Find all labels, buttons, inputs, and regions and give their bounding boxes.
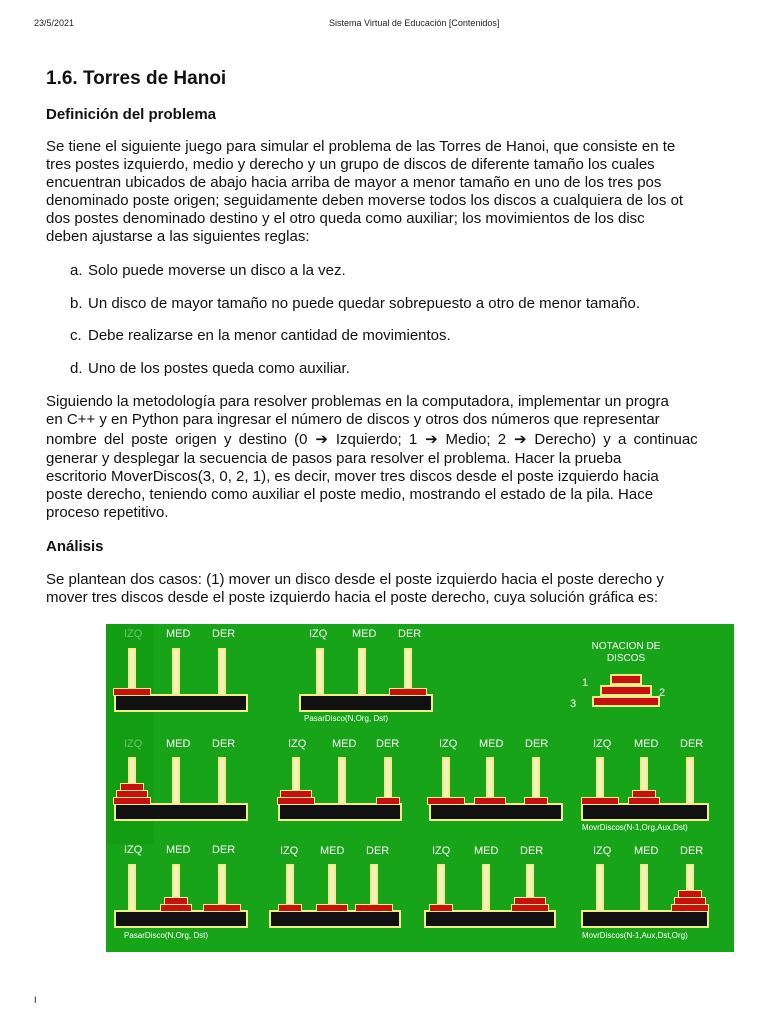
notation-disk <box>602 687 650 694</box>
paragraph-line: generar y desplegar la secuencia de pasos para resolver el problema. Hacer la prueba <box>46 450 622 467</box>
notation-title: DISCOS <box>606 653 646 664</box>
text-span: Derecho) y a continuac <box>527 431 698 448</box>
post <box>130 866 134 912</box>
disk <box>317 905 347 911</box>
post-label: IZQ <box>280 845 299 857</box>
rule-item <box>70 360 350 377</box>
rule-marker: a. <box>70 262 83 279</box>
rule-text: Uno de los postes queda como auxiliar. <box>88 360 350 377</box>
paragraph-line: deben ajustarse a las siguientes reglas: <box>46 228 310 245</box>
arrow-right-icon: ➔ <box>425 431 438 448</box>
rule-marker: c. <box>70 327 82 344</box>
disk <box>475 798 505 804</box>
heading-analisis: Análisis <box>46 538 104 555</box>
disk <box>161 905 191 911</box>
notation-number: 3 <box>570 698 577 710</box>
post-label: DER <box>212 628 236 640</box>
header-site-title: Sistema Virtual de Educación [Contenidos] <box>329 18 500 28</box>
post-label: IZQ <box>288 738 307 750</box>
base <box>583 805 707 819</box>
post <box>174 650 178 696</box>
notation-disk <box>594 698 658 705</box>
disk <box>121 784 143 790</box>
disk <box>675 898 705 904</box>
rule-item <box>70 295 640 312</box>
rule-marker: b. <box>70 295 83 312</box>
tower-set <box>581 864 709 928</box>
paragraph-line: denominado poste origen; seguidamente deben moverse todos los discos a cualquiera de los ot <box>46 192 684 209</box>
arrow-right-icon: ➔ <box>315 431 328 448</box>
notation-title: NOTACION DE <box>591 641 661 652</box>
hanoi-diagram <box>106 624 734 952</box>
disk <box>633 791 655 797</box>
base <box>116 912 246 926</box>
disk <box>204 905 240 911</box>
rule-text: Debe realizarse en la menor cantidad de movimientos. <box>88 327 451 344</box>
disk <box>525 798 547 804</box>
disk <box>512 905 548 911</box>
rule-item <box>70 262 346 279</box>
disk <box>356 905 392 911</box>
rule-text: Un disco de mayor tamaño no puede quedar sobrepuesto a otro de menor tamaño. <box>88 295 641 312</box>
figure-background <box>106 624 734 952</box>
notation-number: 1 <box>582 677 589 689</box>
post-label: DER <box>525 738 549 750</box>
post-label: MED <box>320 845 345 857</box>
figure-caption: MovrDiscos(N-1,Org,Aux,Dst) <box>582 823 688 832</box>
rule-text: Solo puede moverse un disco a la vez. <box>88 262 346 279</box>
text-span: Izquierdo; 1 <box>328 431 425 448</box>
post-label: IZQ <box>309 628 328 640</box>
paragraph-line: poste derecho, teniendo como auxiliar el poste medio, mostrando el estado de la pila. Hace <box>46 486 654 503</box>
post-label: DER <box>520 845 544 857</box>
post <box>220 650 224 696</box>
base <box>583 912 707 926</box>
disk <box>165 898 187 904</box>
tower-set <box>581 757 709 821</box>
page-title: 1.6. Torres de Hanoi <box>46 68 227 89</box>
disk <box>629 798 659 804</box>
post-label: MED <box>166 844 191 856</box>
figure-caption: MovrDiscos(N-1,Aux,Dst,Org) <box>582 931 688 940</box>
disk <box>279 905 301 911</box>
paragraph-line: Se plantean dos casos: (1) mover un disco desde el poste izquierdo hacia el poste derecho y <box>46 571 664 588</box>
base <box>280 805 400 819</box>
post-label: DER <box>680 845 704 857</box>
post-label: DER <box>366 845 390 857</box>
paragraph-line: encuentran ubicados de abajo hacia arriba de mayor a menor tamaño en uno de los tres pos <box>46 174 662 191</box>
arrow-right-icon: ➔ <box>513 431 527 448</box>
paragraph-line: escritorio MoverDiscos(3, 0, 2, 1), es decir, mover tres discos desde el poste izquierdo hacia <box>46 468 659 485</box>
post <box>318 650 322 696</box>
disk <box>114 689 150 695</box>
figure-caption: PasarDisco(N,Org, Dst) <box>124 931 209 940</box>
disk <box>679 891 701 897</box>
paragraph-line <box>46 431 768 449</box>
disk <box>281 791 311 797</box>
rule-item <box>70 327 451 344</box>
post <box>174 759 178 805</box>
disk <box>390 689 426 695</box>
notation-number: 2 <box>659 687 666 699</box>
disk <box>672 905 708 911</box>
disk <box>515 898 545 904</box>
text-span: Medio; 2 <box>438 431 514 448</box>
base <box>301 696 431 710</box>
post <box>688 759 692 805</box>
post-label: MED <box>332 738 357 750</box>
post-label: IZQ <box>593 738 612 750</box>
paragraph-line: tres postes izquierdo, medio y derecho y un grupo de discos de diferente tamaño los cuales <box>46 156 655 173</box>
disk <box>114 798 150 804</box>
rule-marker: d. <box>70 360 83 377</box>
post <box>598 866 602 912</box>
base <box>431 805 561 819</box>
post <box>220 759 224 805</box>
post-label: DER <box>680 738 704 750</box>
post <box>340 759 344 805</box>
post-label: IZQ <box>432 845 451 857</box>
post-label: DER <box>398 628 422 640</box>
heading-definicion: Definición del problema <box>46 106 217 123</box>
disk <box>278 798 314 804</box>
paragraph-line: Siguiendo la metodología para resolver problemas en la computadora, implementar un progra <box>46 393 669 410</box>
disk <box>430 905 452 911</box>
base <box>271 912 399 926</box>
notation-disk <box>612 676 640 683</box>
base <box>116 696 246 710</box>
paragraph-line: Se tiene el siguiente juego para simular el problema de las Torres de Hanoi, que consiste en te <box>46 138 676 155</box>
post-label: IZQ <box>439 738 458 750</box>
paragraph-line: mover tres discos desde el poste izquierdo hacia el poste derecho, cuya solución gráfica es: <box>46 589 659 606</box>
post-label: DER <box>212 844 236 856</box>
paragraph-line: dos postes denominado destino y el otro queda como auxiliar; los movimientos de los disc <box>46 210 645 227</box>
post-label: DER <box>376 738 400 750</box>
post-label: IZQ <box>593 845 612 857</box>
disk <box>582 798 618 804</box>
paragraph-line: proceso repetitivo. <box>46 504 169 521</box>
paragraph-line: en C++ y en Python para ingresar el número de discos y otros dos números que representar <box>46 411 660 428</box>
post <box>642 866 646 912</box>
base <box>426 912 554 926</box>
disk <box>377 798 399 804</box>
text-span: nombre del poste origen y destino (0 <box>46 431 315 448</box>
hanoi-figure <box>106 624 734 952</box>
post-label: DER <box>212 738 236 750</box>
disk <box>428 798 464 804</box>
post <box>360 650 364 696</box>
figure-caption: PasarDisco(N,Org, Dst) <box>304 714 389 723</box>
post <box>484 866 488 912</box>
post-label: MED <box>352 628 377 640</box>
footer-mark: I <box>34 995 37 1005</box>
post-label: MED <box>166 738 191 750</box>
header-date: 23/5/2021 <box>34 18 75 28</box>
post-label: MED <box>474 845 499 857</box>
post-label: MED <box>166 628 191 640</box>
post-label: MED <box>634 845 659 857</box>
post-label: MED <box>479 738 504 750</box>
base <box>116 805 246 819</box>
post-label: MED <box>634 738 659 750</box>
disk <box>117 791 147 797</box>
post-label: IZQ <box>124 844 143 856</box>
